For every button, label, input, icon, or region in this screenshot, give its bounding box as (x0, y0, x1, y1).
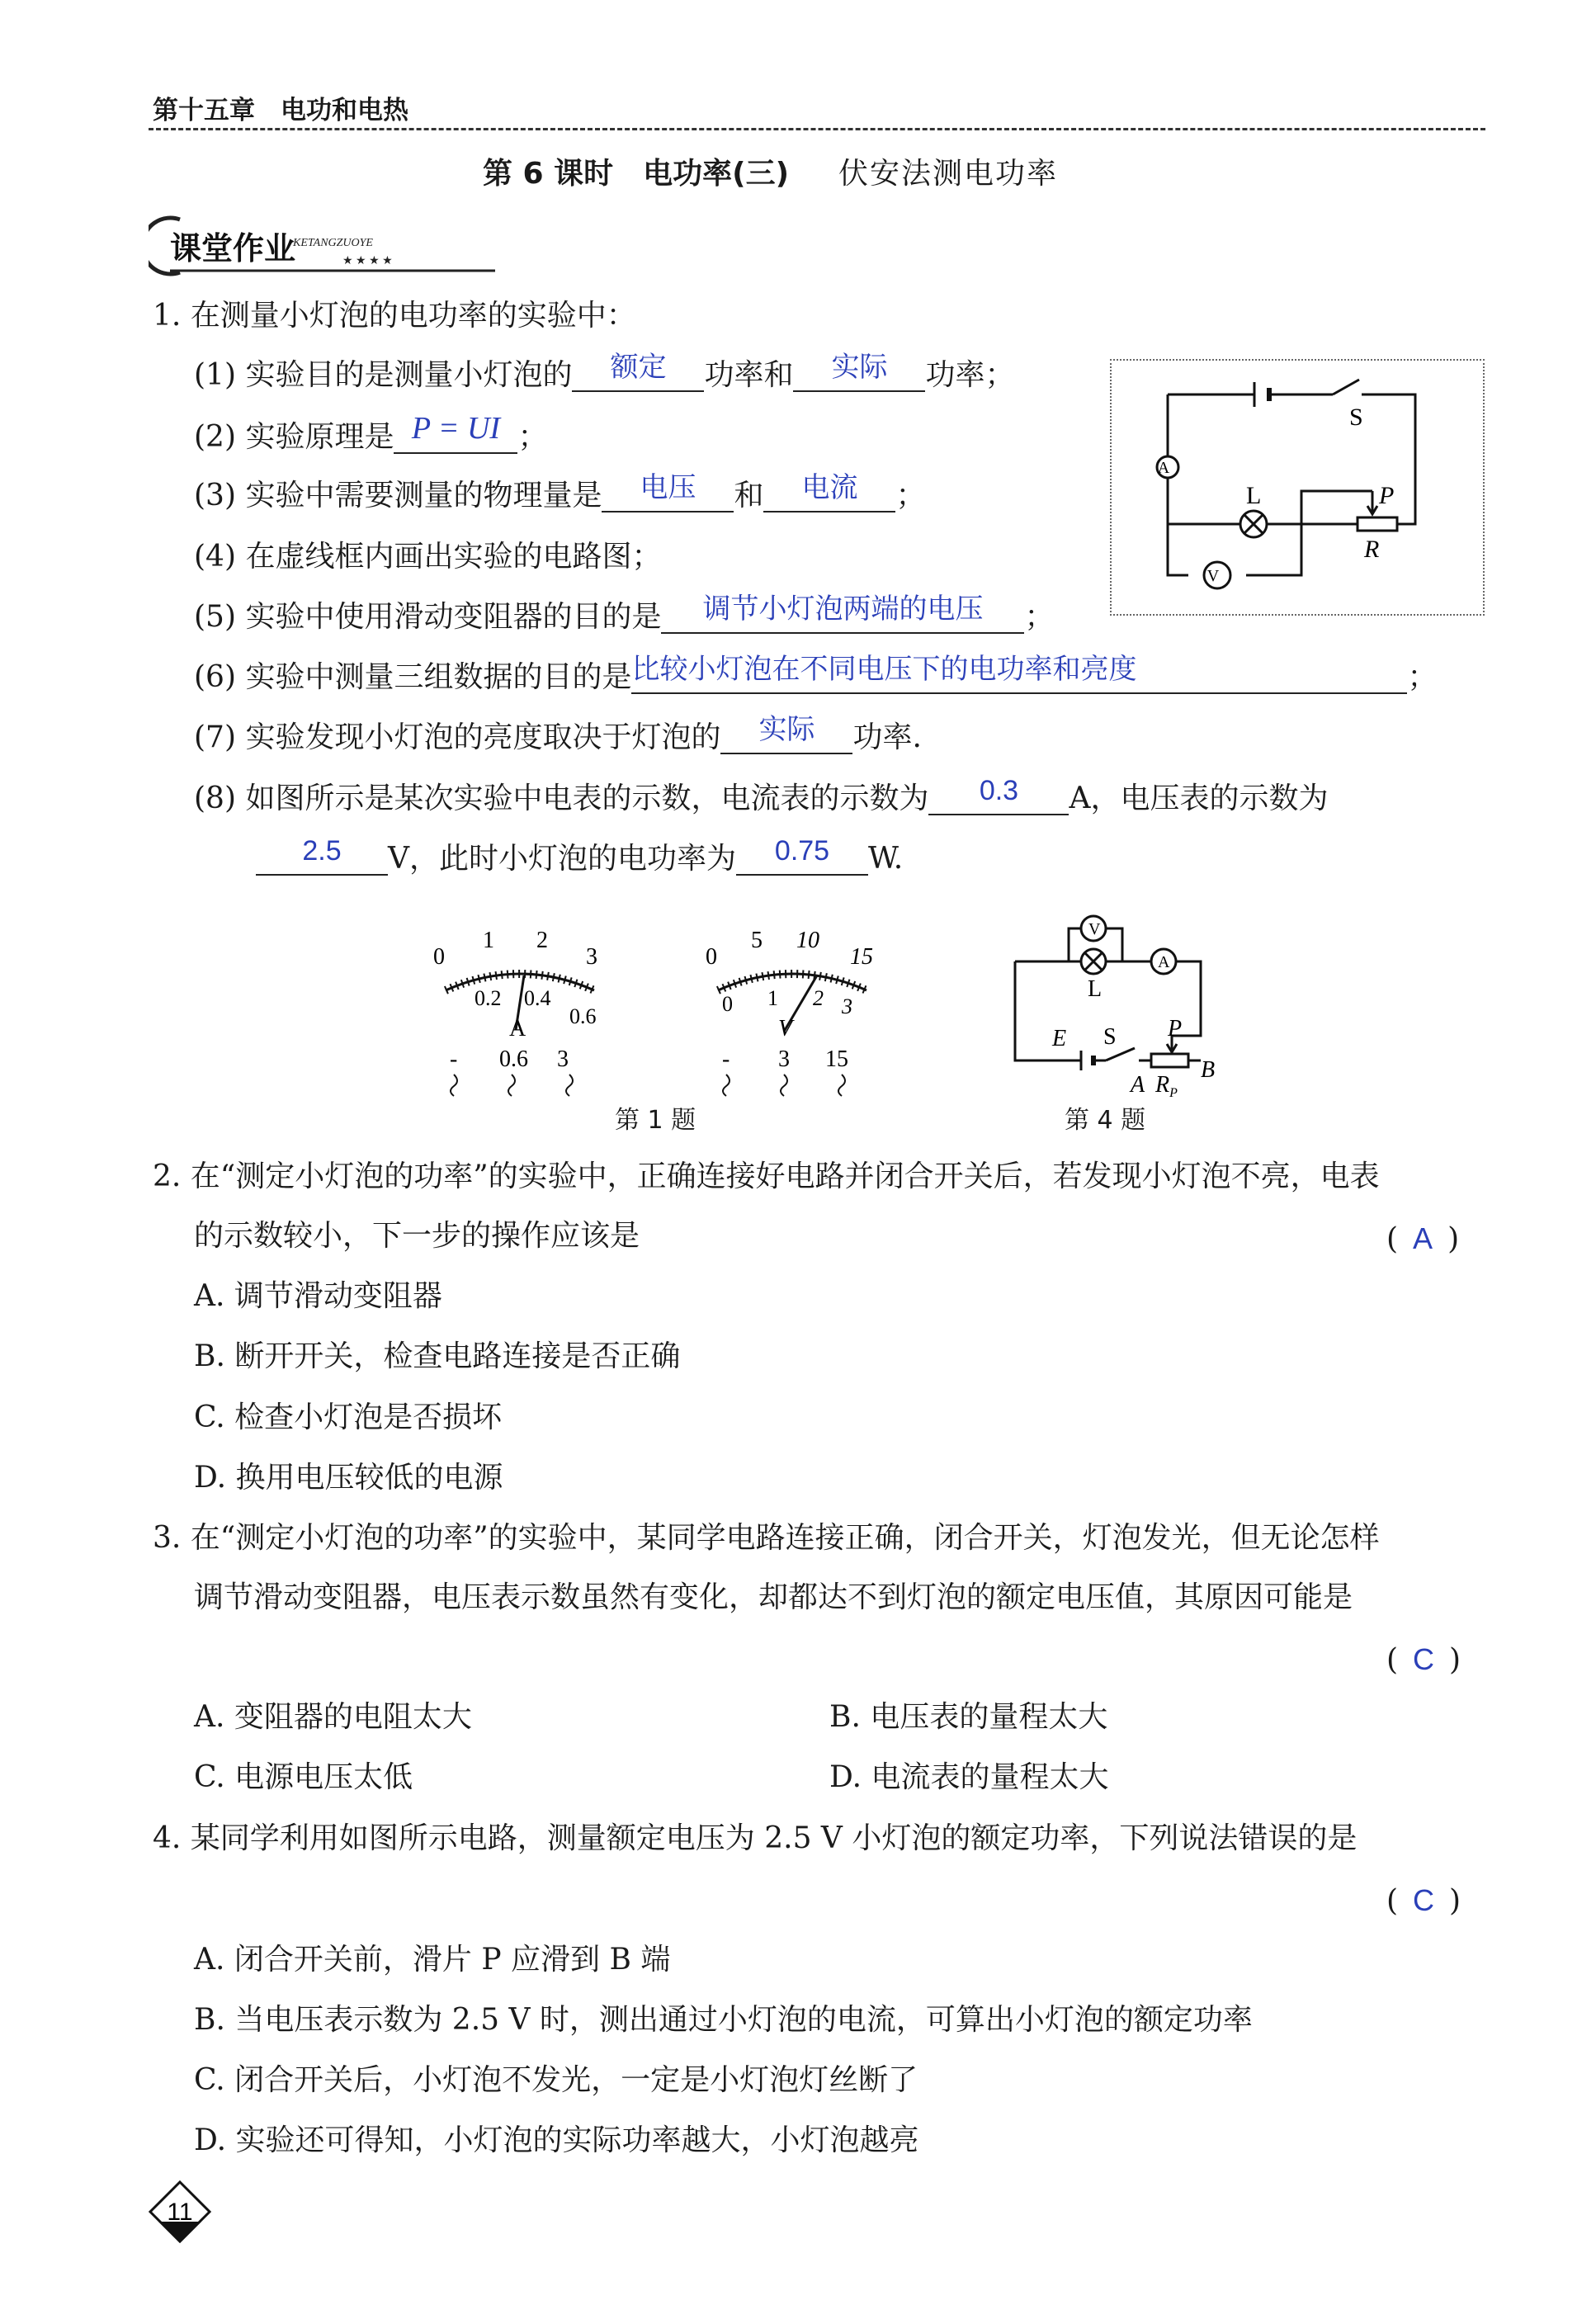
circuit4-switch-label: S (1103, 1024, 1117, 1050)
q1-blank-5: 电流 (763, 481, 895, 512)
voltmeter-bottom-1: 1 (767, 986, 778, 1010)
circuit4-ammeter-label: A (1158, 953, 1170, 971)
q4-stem: 4. 某同学利用如图所示电路，测量额定电压为 2.5 V 小灯泡的额定功率，下列说法错误的是 (153, 1821, 1358, 1855)
circuit4-lamp-label: L (1088, 976, 1103, 1002)
q3-option-a: A. 变阻器的电阻太大 (194, 1700, 472, 1734)
q1-part1: (1) 实验目的是测量小灯泡的 额定 功率和 实际 功率； (194, 352, 1015, 392)
header-divider (149, 128, 1485, 130)
circuit4-end-b: B (1201, 1057, 1216, 1083)
q2-option-b: B. 断开开关，检查电路连接是否正确 (194, 1339, 681, 1373)
section-badge (149, 213, 512, 279)
ammeter-terminal-06: 0.6 (499, 1046, 528, 1072)
q1-blank-8: 实际 (720, 723, 852, 754)
q4-option-a: A. 闭合开关前，滑片 P 应滑到 B 端 (194, 1943, 671, 1977)
circuit4-end-a: A (1131, 1072, 1145, 1098)
q2-stem-line2: 的示数较小，下一步的操作应该是 (194, 1219, 640, 1253)
voltmeter-top-0: 0 (706, 944, 717, 970)
voltmeter-terminal-neg: - (722, 1046, 730, 1072)
q1-blank-1: 额定 (572, 361, 704, 392)
ammeter-bottom-1: 0.2 (475, 986, 502, 1010)
badge-stars-icon: ★ ★ ★ ★ (342, 255, 393, 267)
q4-option-d: D. 实验还可得知，小灯泡的实际功率越大，小灯泡越亮 (194, 2123, 919, 2157)
voltmeter-terminal-coils-icon (723, 1075, 845, 1096)
q1-part4: (4) 在虚线框内画出实验的电路图； (194, 540, 662, 574)
q1-part5: (5) 实验中使用滑动变阻器的目的是 调节小灯泡两端的电压 ； (194, 593, 1055, 634)
switch-label: S (1349, 404, 1363, 431)
lesson-title (483, 150, 1058, 192)
rheostat-slider (1367, 491, 1377, 514)
circuit4-battery-label: E (1052, 1026, 1067, 1051)
voltmeter-top-10: 10 (796, 928, 819, 953)
ammeter-label: A (1157, 459, 1170, 477)
q2-option-a: A. 调节滑动变阻器 (194, 1279, 442, 1313)
q3-option-b: B. 电压表的量程太大 (829, 1700, 1108, 1734)
chapter-title: 第十五章 电功和电热 (153, 96, 408, 125)
q1-blank-9: 0.3 (928, 784, 1069, 815)
q1-blank-2: 实际 (793, 361, 925, 392)
voltmeter-dial (693, 924, 891, 1106)
ammeter-terminal-coils-icon (451, 1075, 573, 1096)
q1-blank-11: 0.75 (736, 844, 868, 876)
q4-option-c: C. 闭合开关后，小灯泡不发光，一定是小灯泡灯丝断了 (194, 2063, 918, 2097)
q3-option-d: D. 电流表的量程太大 (829, 1760, 1109, 1794)
ammeter-terminal-neg: - (450, 1046, 458, 1072)
q2-answer: A (1413, 1221, 1433, 1255)
circuit-diagram-4 (1003, 904, 1250, 1102)
q1-blank-7: 比较小灯泡在不同电压下的电功率和亮度 (631, 663, 1407, 694)
rheostat-label: R (1364, 536, 1380, 563)
q4-answer-paren: ( C ) (1386, 1883, 1461, 1918)
voltmeter-bottom-0: 0 (722, 992, 733, 1016)
circuit4-slider-label: P (1168, 1016, 1183, 1042)
q1-blank-10: 2.5 (256, 844, 388, 876)
ammeter-top-0: 0 (433, 944, 445, 970)
q1-part8-line2: 2.5 V，此时小灯泡的电功率为 0.75 W. (256, 844, 903, 876)
q3-option-c: C. 电源电压太低 (194, 1760, 413, 1794)
q3-answer-paren: ( C ) (1386, 1642, 1461, 1677)
q1-part6: (6) 实验中测量三组数据的目的是比较小灯泡在不同电压下的电功率和亮度 ； (194, 654, 1438, 694)
lesson-subtitle: 伏安法测电功率 (838, 157, 1059, 191)
q3-answer: C (1413, 1642, 1435, 1676)
lamp-label: L (1246, 482, 1262, 509)
q2-option-c: C. 检查小灯泡是否损坏 (194, 1400, 503, 1434)
rheostat-symbol-icon (1358, 517, 1397, 531)
ammeter-bottom-3: 0.6 (569, 1004, 597, 1028)
q1-stem: 1. 在测量小灯泡的电功率的实验中： (153, 299, 636, 333)
q1-blank-3: P = UI (394, 421, 517, 454)
q1-blank-6: 调节小灯泡两端的电压 (661, 602, 1024, 634)
ammeter-dial (421, 924, 619, 1106)
voltmeter-bottom-2: 2 (813, 986, 824, 1010)
circuit4-switch-blade (1106, 1048, 1135, 1060)
circuit4-rheostat-icon (1151, 1054, 1188, 1067)
q3-stem-line1: 3. 在“测定小灯泡的功率”的实验中，某同学电路连接正确，闭合开关，灯泡发光，但无论怎样 (153, 1521, 1380, 1555)
badge-text: 课堂作业 (170, 230, 296, 267)
voltmeter-unit: V (778, 1016, 793, 1042)
ammeter-terminal-3: 3 (557, 1046, 569, 1072)
q1-part8-line1: (8) 如图所示是某次实验中电表的示数，电流表的示数为 0.3 A，电压表的示数为 (194, 775, 1329, 815)
ammeter-top-3: 3 (586, 944, 597, 970)
slider-label: P (1379, 482, 1395, 509)
voltmeter-top-15: 15 (850, 944, 873, 970)
q4-answer: C (1413, 1883, 1435, 1917)
figure-1-caption: 第 1 题 (615, 1106, 696, 1135)
switch-blade (1333, 380, 1359, 394)
q2-answer-paren: ( A ) (1386, 1221, 1460, 1256)
ammeter-top-2: 2 (536, 928, 548, 953)
circuit-diagram-1 (1110, 359, 1481, 612)
figure-4-caption: 第 4 题 (1065, 1106, 1146, 1135)
voltmeter-top-5: 5 (751, 928, 763, 953)
badge-text-en: KETANGZUOYE (293, 237, 373, 249)
q2-stem-line1: 2. 在“测定小灯泡的功率”的实验中，正确连接好电路并闭合开关后，若发现小灯泡不亮，电表 (153, 1160, 1380, 1193)
q1-part7: (7) 实验发现小灯泡的亮度取决于灯泡的 实际 功率. (194, 714, 922, 754)
page-number-badge (147, 2179, 213, 2245)
q1-blank-4: 电压 (602, 481, 734, 512)
voltmeter-terminal-3: 3 (778, 1046, 790, 1072)
q4-option-b: B. 当电压表示数为 2.5 V 时，测出通过小灯泡的电流，可算出小灯泡的额定功率 (194, 2003, 1253, 2037)
voltmeter-terminal-15: 15 (825, 1046, 848, 1072)
ammeter-unit: A (509, 1016, 526, 1042)
ammeter-bottom-2: 0.4 (524, 986, 551, 1010)
voltmeter-label: V (1206, 567, 1220, 585)
voltmeter-bottom-3: 3 (842, 994, 852, 1018)
q1-part2: (2) 实验原理是 P = UI ； (194, 411, 548, 454)
q3-stem-line2: 调节滑动变阻器，电压表示数虽然有变化，却都达不到灯泡的额定电压值，其原因可能是 (194, 1580, 1353, 1614)
circuit4-voltmeter-label: V (1088, 920, 1101, 938)
q1-part3: (3) 实验中需要测量的物理量是 电压 和 电流 ； (194, 472, 926, 512)
q2-option-d: D. 换用电压较低的电源 (194, 1461, 503, 1495)
circuit4-rp-label: $R_P$ (1155, 1072, 1178, 1100)
page-number: 11 (167, 2199, 193, 2226)
lesson-title-main: 第 6 课时 电功率(三) (483, 157, 790, 191)
ammeter-top-1: 1 (483, 928, 494, 953)
